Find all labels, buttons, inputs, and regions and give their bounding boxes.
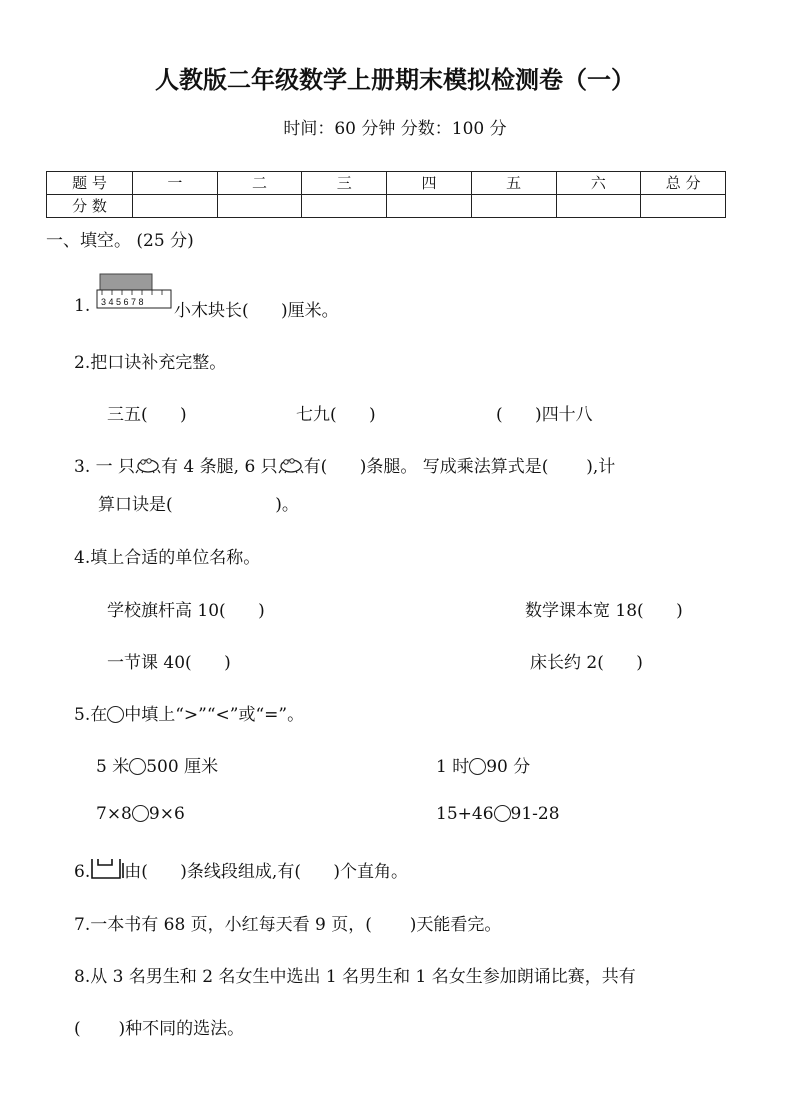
header-cell: 六 — [556, 172, 641, 195]
question-8-line-1: 8.从 3 名男生和 2 名女生中选出 1 名男生和 1 名女生参加朗诵比赛，共有 — [74, 967, 636, 987]
answer-circle[interactable] — [469, 758, 486, 775]
question-6-number: 6. — [74, 862, 91, 882]
compare-left: 7×8 — [96, 804, 132, 824]
score-cell[interactable] — [641, 195, 726, 218]
question-8-line-2: ( )种不同的选法。 — [74, 1019, 245, 1039]
question-4a: 学校旗杆高 10( ) — [107, 601, 265, 621]
question-2-text: 2.把口诀补充完整。 — [74, 353, 227, 373]
header-cell: 五 — [471, 172, 556, 195]
section-heading: 一、填空。 (25 分) — [46, 231, 194, 251]
row-label: 分 数 — [47, 195, 133, 218]
question-5-part-1: 5.在 — [74, 705, 108, 725]
answer-circle[interactable] — [494, 805, 511, 822]
answer-circle[interactable] — [129, 758, 146, 775]
question-6-text: 由( )条线段组成,有( )个直角。 — [124, 862, 409, 882]
score-cell[interactable] — [471, 195, 556, 218]
question-2b: 七九( ) — [296, 405, 376, 425]
compare-left: 15+46 — [436, 804, 494, 824]
question-6 — [74, 857, 408, 882]
score-cell[interactable] — [217, 195, 302, 218]
score-table-score-row — [47, 195, 726, 218]
question-5-part-2: 中填上“>”“<”或“=”。 — [124, 705, 305, 725]
compare-right: 500 厘米 — [146, 757, 219, 777]
question-2c: ( )四十八 — [496, 405, 593, 425]
question-3-part-2: 有 4 条腿, 6 只 — [161, 457, 278, 477]
page-title: 人教版二年级数学上册期末模拟检测卷（一） — [155, 66, 635, 94]
question-4b: 数学课本宽 18( ) — [525, 601, 683, 621]
frog-icon — [135, 456, 161, 474]
compare-item-b — [436, 752, 530, 777]
score-table — [46, 171, 726, 218]
question-3-line-2: 算口诀是( )。 — [98, 495, 299, 515]
question-4-text: 4.填上合适的单位名称。 — [74, 548, 261, 568]
compare-circle-icon — [107, 706, 124, 723]
exam-info: 时间：60 分钟 分数：100 分 — [283, 119, 507, 139]
question-2a: 三五( ) — [107, 405, 187, 425]
compare-left: 1 时 — [436, 757, 470, 777]
compare-item-d — [436, 804, 560, 824]
ruler-icon — [96, 272, 172, 312]
question-4d: 床长约 2( ) — [530, 653, 643, 673]
compare-right: 90 分 — [486, 757, 531, 777]
question-3-line-1 — [74, 452, 615, 477]
question-1-number: 1. — [74, 296, 91, 316]
header-cell: 一 — [133, 172, 218, 195]
question-1-text: 小木块长( )厘米。 — [174, 301, 339, 321]
compare-right: 9×6 — [148, 804, 185, 824]
compare-item-c — [96, 804, 185, 824]
question-3-part-3: 有( )条腿。 写成乘法算式是( ),计 — [303, 457, 616, 477]
answer-circle[interactable] — [132, 805, 149, 822]
line-figure-icon — [90, 857, 124, 881]
question-7-text: 7.一本书有 68 页，小红每天看 9 页，( )天能看完。 — [74, 915, 502, 935]
header-cell: 总 分 — [641, 172, 726, 195]
score-cell[interactable] — [302, 195, 387, 218]
question-5-text — [74, 700, 304, 725]
header-cell: 题 号 — [47, 172, 133, 195]
compare-left: 5 米 — [96, 757, 130, 777]
score-table-header-row — [47, 172, 726, 195]
ruler-tick-labels: 3 4 5 6 7 8 — [101, 297, 144, 307]
compare-item-a — [96, 752, 218, 777]
header-cell: 四 — [387, 172, 472, 195]
header-cell: 二 — [217, 172, 302, 195]
score-cell[interactable] — [133, 195, 218, 218]
frog-icon — [278, 456, 304, 474]
score-cell[interactable] — [556, 195, 641, 218]
header-cell: 三 — [302, 172, 387, 195]
score-cell[interactable] — [387, 195, 472, 218]
question-3-part-1: 3. 一 只 — [74, 457, 136, 477]
question-4c: 一节课 40( ) — [107, 653, 231, 673]
compare-right: 91-28 — [510, 804, 560, 824]
